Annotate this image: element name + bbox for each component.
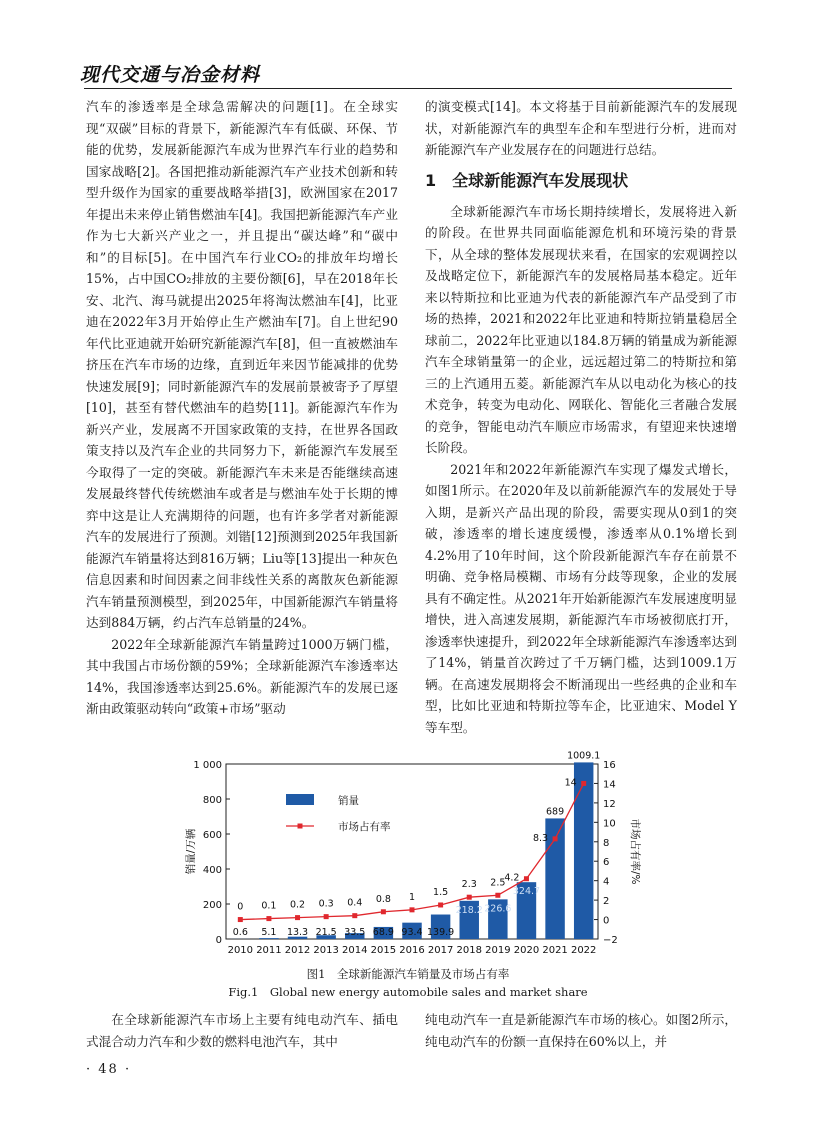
market-share-label: 0.3 bbox=[318, 898, 334, 910]
market-share-point bbox=[381, 909, 386, 914]
market-share-label: 4.2 bbox=[504, 872, 520, 884]
y-tick-label: 200 bbox=[202, 900, 222, 911]
x-tick-label: 2010 bbox=[227, 945, 254, 956]
x-tick-label: 2016 bbox=[399, 945, 425, 956]
y-axis-label: 销量/万辆 bbox=[185, 828, 197, 875]
x-tick-label: 2018 bbox=[456, 945, 482, 956]
y-tick-label: 600 bbox=[202, 830, 222, 841]
y2-axis-label: 市场占有率/% bbox=[629, 818, 641, 885]
page-number: · 48 · bbox=[86, 1062, 132, 1077]
market-share-label: 0.4 bbox=[347, 897, 363, 909]
bottom-right-column bbox=[425, 1009, 737, 1052]
x-tick-label: 2012 bbox=[284, 945, 311, 956]
paragraph: 汽车的渗透率是全球急需解决的问题[1]。在全球实现“双碳”目标的背景下，新能源汽车有低碳、环保、节能的优势，发展新能源汽车成为世界汽车行业的趋势和国家战略[2]。各国把推动新能源汽车产业技术创新和转型升级作为国家的重要战略举措[3]，欧洲国家在2017年提出未来停止销售燃油车[4]。我国把新能源汽车产业作为七大新兴产业之一，并且提出“碳达峰”和“碳中和”的目标[5]。在中国汽车行业CO₂的排放年均增长15%，占中国CO₂排放的主要份额[6]，早在2018年长安、北汽、海马就提出2025年将淘汰燃油车[4]，比亚迪在2022年3月开始停止生产燃油车[7]。自上世纪90年代比亚迪就开始研究新能源汽车[8]，但一直被燃油车挤压在汽车市场的边缘，直到近年来因节能减排的优势快速发展[9]；同时新能源汽车的发展前景被寄予了厚望[10]，甚至有替代燃油车的趋势[11]。新能源汽车作为新兴产业，发展离不开国家政策的支持，在世界各国政策支持以及汽车企业的共同努力下，新能源汽车发展至今取得了一定的突破。新能源汽车未来是否能继续高速发展最终替代传统燃油车或者是与燃油车处于长期的博弈中这是让人充满期待的问题，也有许多学者对新能源汽车的发展进行了预测。刘锴[12]预测到2025年我国新能源汽车销量将达到816万辆；Liu等[13]提出一种灰色信息因素和时间因素之间非线性关系的离散灰色新能源汽车销量预测模型，到2025年，中国新能源汽车销量将达到884万辆，约占汽车总销量的24%。 bbox=[86, 99, 398, 630]
market-share-point bbox=[467, 895, 472, 900]
y-tick-label: 1 000 bbox=[193, 760, 222, 771]
plot-frame bbox=[226, 764, 598, 939]
y2-tick-label: 14 bbox=[603, 779, 616, 791]
y-tick-label: 400 bbox=[202, 865, 222, 876]
market-share-point bbox=[581, 781, 586, 786]
market-share-point bbox=[410, 907, 415, 912]
x-tick-label: 2015 bbox=[370, 945, 397, 956]
y-tick-label: 800 bbox=[202, 795, 222, 806]
bar-value-label: 68.9 bbox=[372, 927, 394, 938]
y2-tick-label: 0 bbox=[603, 915, 610, 927]
header-rule bbox=[84, 88, 732, 89]
y2-tick-label: 10 bbox=[603, 818, 616, 830]
bar-value-label: 689 bbox=[546, 806, 565, 818]
bar-value-label: 13.3 bbox=[286, 927, 309, 938]
figure-caption-en: Fig.1 Global new energy automobile sales and market share bbox=[228, 985, 588, 999]
bar-value-label: 218.2 bbox=[455, 904, 483, 916]
y2-tick-label: 2 bbox=[603, 896, 610, 908]
x-tick-label: 2014 bbox=[342, 945, 368, 956]
market-share-label: 8.3 bbox=[532, 832, 549, 844]
market-share-label: 1.5 bbox=[433, 886, 449, 898]
market-share-label: 2.3 bbox=[461, 879, 477, 891]
market-share-label: 14 bbox=[564, 777, 577, 789]
y2-tick-label: 8 bbox=[603, 837, 610, 849]
market-share-point bbox=[238, 917, 243, 922]
bar-value-label: 93.4 bbox=[401, 927, 423, 938]
market-share-point bbox=[524, 876, 529, 881]
figure-caption-cn: 图1 全球新能源汽车销量及市场占有率 bbox=[306, 967, 510, 981]
x-tick-label: 2020 bbox=[513, 945, 540, 956]
bar-value-label: 5.1 bbox=[261, 927, 277, 938]
market-share-point bbox=[295, 915, 300, 920]
bar-value-label: 226.6 bbox=[484, 903, 512, 915]
market-share-point bbox=[438, 902, 443, 907]
y2-tick-label: 4 bbox=[603, 876, 610, 888]
x-tick-label: 2017 bbox=[427, 945, 454, 956]
bar-value-label: 1009.1 bbox=[567, 750, 601, 762]
market-share-point bbox=[553, 836, 558, 841]
y2-tick-label: −2 bbox=[603, 935, 618, 946]
market-share-label: 2.5 bbox=[490, 877, 506, 889]
bar-value-label: 139.9 bbox=[427, 927, 455, 938]
section-number: 1 bbox=[425, 170, 437, 190]
market-share-label: 0.1 bbox=[261, 900, 277, 912]
x-tick-label: 2021 bbox=[542, 945, 568, 956]
bar bbox=[259, 938, 278, 939]
market-share-label: 1 bbox=[408, 891, 416, 903]
x-tick-label: 2022 bbox=[570, 945, 597, 956]
market-share-label: 0.2 bbox=[289, 899, 306, 911]
paragraph: 纯电动汽车一直是新能源汽车市场的核心。如图2所示，纯电动汽车的份额一直保持在60%以上，并 bbox=[425, 1012, 737, 1049]
sales-market-share-chart bbox=[180, 750, 650, 966]
x-tick-label: 2013 bbox=[313, 945, 339, 956]
bottom-left-column bbox=[86, 1009, 398, 1052]
market-share-label: 0 bbox=[237, 901, 244, 913]
section-title: 全球新能源汽车发展现状 bbox=[452, 170, 629, 190]
legend-line-label: 市场占有率 bbox=[338, 821, 391, 833]
bar-value-label: 324.7 bbox=[512, 886, 541, 898]
legend-line-marker bbox=[298, 824, 303, 829]
x-tick-label: 2019 bbox=[485, 945, 511, 956]
bar bbox=[574, 762, 593, 939]
market-share-point bbox=[266, 916, 271, 921]
bar-value-label: 21.5 bbox=[315, 927, 337, 938]
x-tick-label: 2011 bbox=[256, 945, 282, 956]
left-column bbox=[86, 96, 398, 720]
y-tick-label: 0 bbox=[215, 935, 222, 946]
legend-bar-swatch bbox=[286, 794, 314, 805]
y2-tick-label: 6 bbox=[603, 857, 610, 869]
y2-tick-label: 12 bbox=[603, 798, 616, 810]
bar-value-label: 33.5 bbox=[344, 927, 366, 938]
paragraph: 全球新能源汽车市场长期持续增长，发展将进入新的阶段。在世界共同面临能源危机和环境污染的背景下，从全球的整体发展现状来看，在国家的宏观调控以及战略定位下，新能源汽车的发展格局基本稳定。近年来以特斯拉和比亚迪为代表的新能源汽车产品受到了市场的热捧，2021和2022年比亚迪和特斯拉销量稳居全球前二，2022年比亚迪以184.8万辆的销量成为新能源汽车全球销量第一的企业，远远超过第二的特斯拉和第三的上汽通用五菱。新能源汽车从以电动化为核心的技术竞争，转变为电动化、网联化、智能化三者融合发展的竞争，智能电动汽车顺应市场需求，有望迎来快速增长阶段。 bbox=[425, 203, 737, 455]
journal-logo: 现代交通与冶金材料 bbox=[80, 64, 261, 86]
market-share-point bbox=[495, 893, 500, 898]
market-share-point bbox=[352, 913, 357, 918]
bar-value-label: 0.6 bbox=[232, 927, 248, 938]
market-share-label: 0.8 bbox=[375, 893, 391, 905]
legend-bar-label: 销量 bbox=[338, 795, 359, 807]
market-share-point bbox=[324, 914, 329, 919]
paragraph: 2022年全球新能源汽车销量跨过1000万辆门槛，其中我国占市场份额的59%；全球新能源汽车渗透率达14%，我国渗透率达到25.6%。新能源汽车的发展已逐渐由政策驱动转向“政策+市场”驱动 bbox=[86, 636, 398, 716]
paragraph: 在全球新能源汽车市场上主要有纯电动汽车、插电式混合动力汽车和少数的燃料电池汽车，其中 bbox=[86, 1012, 398, 1049]
y2-tick-label: 16 bbox=[603, 760, 616, 771]
section-heading bbox=[425, 169, 737, 193]
paragraph: 2021年和2022年新能源汽车实现了爆发式增长，如图1所示。在2020年及以前新能源汽车的发展处于导入期，是新兴产品出现的阶段，需要实现从0到1的突破，渗透率的增长速度缓慢，渗透率从0.1%增长到4.2%用了10年时间，这个阶段新能源汽车存在前景不明确、竞争格局模糊、市场有分歧等现象，企业的发展具有不确定性。从2021年开始新能源汽车发展速度明显增快，进入高速发展期，新能源汽车市场被彻底打开，渗透率快速提升，到2022年全球新能源汽车渗透率达到了14%，销量首次跨过了千万辆门槛，达到1009.1万辆。在高速发展期将会不断涌现出一些经典的企业和车型，比如比亚迪和特斯拉等车企，比亚迪宋、Model Y等车型。 bbox=[425, 461, 737, 735]
figure-1 bbox=[180, 750, 650, 966]
right-column bbox=[425, 96, 737, 738]
paragraph: 的演变模式[14]。本文将基于目前新能源汽车的发展现状，对新能源汽车的典型车企和车型进行分析，进而对新能源汽车产业发展存在的问题进行总结。 bbox=[425, 99, 737, 157]
